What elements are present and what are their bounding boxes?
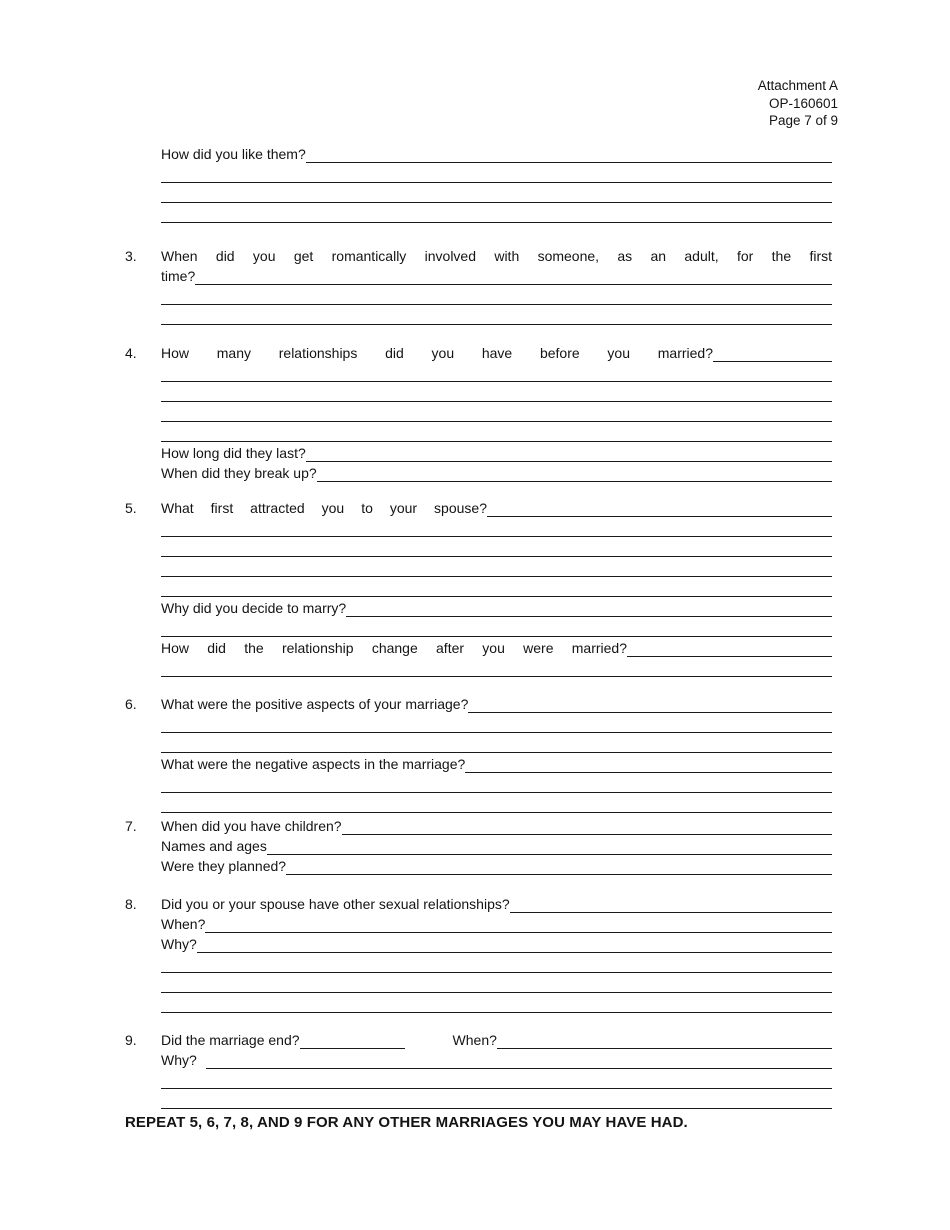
question-block <box>125 894 832 1014</box>
answer-blank-line <box>161 426 832 442</box>
blank-answer-row <box>161 1090 832 1110</box>
blank-answer-row <box>161 204 832 224</box>
question-block <box>125 343 832 483</box>
answer-blank-line <box>300 1033 405 1049</box>
answer-blank-line <box>161 386 832 402</box>
blank-answer-row <box>161 383 832 403</box>
form-row <box>161 836 832 856</box>
form-row <box>161 816 832 836</box>
answer-blank-line <box>161 541 832 557</box>
form-row <box>161 598 832 618</box>
question-rows <box>161 816 832 876</box>
answer-blank-line <box>161 187 832 203</box>
answer-blank-line <box>206 1053 832 1069</box>
answer-blank-line <box>161 661 832 677</box>
question-number: 9. <box>125 1032 137 1048</box>
blank-answer-row <box>161 954 832 974</box>
answer-blank-line <box>161 167 832 183</box>
form-row <box>161 1050 832 1070</box>
blank-gap <box>405 1034 453 1050</box>
form-row <box>161 463 832 483</box>
question-rows <box>161 144 832 224</box>
blank-answer-row <box>161 423 832 443</box>
question-rows <box>161 1030 832 1110</box>
blank-answer-row <box>161 658 832 678</box>
question-number: 5. <box>125 500 137 516</box>
header-form-number: OP-160601 <box>768 95 838 111</box>
question-text: When? <box>452 1032 497 1048</box>
question-text: When did they break up? <box>161 465 317 481</box>
header-page-number: Page 7 of 9 <box>768 113 838 128</box>
question-text: Did you or your spouse have other sexual relationships? <box>161 896 510 912</box>
answer-blank-line <box>487 501 832 517</box>
blank-answer-row <box>161 403 832 423</box>
question-text: What first attracted you to your spouse? <box>161 500 487 516</box>
question-rows <box>161 246 832 326</box>
answer-blank-line <box>161 777 832 793</box>
question-text: What were the positive aspects of your marriage? <box>161 696 469 712</box>
form-body <box>125 144 832 1133</box>
form-row <box>161 498 832 518</box>
question-block <box>125 246 832 326</box>
blank-answer-row <box>161 164 832 184</box>
form-row <box>161 894 832 914</box>
answer-blank-line <box>161 561 832 577</box>
answer-blank-line <box>346 601 832 617</box>
blank-gap <box>197 1054 206 1070</box>
header-attachment-label: Attachment A <box>757 78 838 93</box>
answer-blank-line <box>161 1073 832 1089</box>
question-number: 4. <box>125 345 137 361</box>
blank-answer-row <box>161 974 832 994</box>
answer-blank-line <box>195 269 832 285</box>
question-number: 3. <box>125 248 137 264</box>
page-header <box>758 77 838 130</box>
question-text: What were the negative aspects in the marriage? <box>161 756 466 772</box>
blank-answer-row <box>161 558 832 578</box>
blank-answer-row <box>161 184 832 204</box>
question-rows <box>161 894 832 1014</box>
answer-blank-line <box>161 717 832 733</box>
question-block <box>125 498 832 678</box>
question-text: How many relationships did you have before you married? <box>161 345 713 361</box>
form-row <box>161 638 832 658</box>
blank-answer-row <box>161 578 832 598</box>
form-row <box>161 754 832 774</box>
blank-answer-row <box>161 363 832 383</box>
question-text: Were they planned? <box>161 858 287 874</box>
blank-answer-row <box>161 794 832 814</box>
question-text: time? <box>161 268 196 284</box>
answer-blank-line <box>306 147 832 163</box>
repeat-instruction: REPEAT 5, 6, 7, 8, AND 9 FOR ANY OTHER MARRIAGES YOU MAY HAVE HAD. <box>125 1114 688 1131</box>
form-row <box>161 694 832 714</box>
answer-blank-line <box>161 289 832 305</box>
answer-blank-line <box>161 797 832 813</box>
question-text: How did you like them? <box>161 146 306 162</box>
question-rows <box>161 343 832 483</box>
blank-answer-row <box>161 734 832 754</box>
answer-blank-line <box>161 977 832 993</box>
answer-blank-line <box>197 937 832 953</box>
question-text: Names and ages <box>161 838 267 854</box>
answer-blank-line <box>342 819 832 835</box>
answer-blank-line <box>497 1033 832 1049</box>
answer-blank-line <box>161 1093 832 1109</box>
blank-answer-row <box>161 538 832 558</box>
question-text: How did the relationship change after you were married? <box>161 640 627 656</box>
form-row <box>161 934 832 954</box>
blank-answer-row <box>161 518 832 538</box>
answer-blank-line <box>161 581 832 597</box>
answer-blank-line <box>306 446 832 462</box>
question-text: How long did they last? <box>161 445 306 461</box>
answer-blank-line <box>161 737 832 753</box>
question-block <box>125 694 832 814</box>
answer-blank-line <box>713 346 832 362</box>
blank-answer-row <box>161 618 832 638</box>
blank-answer-row <box>161 994 832 1014</box>
form-row <box>161 914 832 934</box>
blank-answer-row <box>161 714 832 734</box>
question-text: When did you get romantically involved with someone, as an adult, for the first <box>161 248 832 264</box>
form-row <box>161 144 832 164</box>
answer-blank-line <box>267 839 832 855</box>
blank-answer-row <box>161 306 832 326</box>
question-text: When? <box>161 916 206 932</box>
question-text: Did the marriage end? <box>161 1032 300 1048</box>
answer-blank-line <box>161 309 832 325</box>
form-row <box>161 246 832 266</box>
form-row <box>161 266 832 286</box>
answer-blank-line <box>161 207 832 223</box>
answer-blank-line <box>465 757 832 773</box>
blank-answer-row <box>161 286 832 306</box>
answer-blank-line <box>161 957 832 973</box>
answer-blank-line <box>286 859 832 875</box>
question-block <box>125 1030 832 1110</box>
question-text: Why? <box>161 1052 197 1068</box>
question-block <box>125 816 832 876</box>
question-rows <box>161 498 832 678</box>
answer-blank-line <box>510 897 832 913</box>
question-number: 6. <box>125 696 137 712</box>
answer-blank-line <box>205 917 832 933</box>
question-number: 7. <box>125 818 137 834</box>
question-rows <box>161 694 832 814</box>
blank-answer-row <box>161 774 832 794</box>
answer-blank-line <box>161 521 832 537</box>
form-row <box>161 1030 832 1050</box>
question-number <box>125 144 161 164</box>
answer-blank-line <box>627 641 832 657</box>
form-row <box>161 856 832 876</box>
form-row <box>161 343 832 363</box>
answer-blank-line <box>161 406 832 422</box>
question-block <box>125 144 832 224</box>
form-row <box>161 443 832 463</box>
question-text: When did you have children? <box>161 818 342 834</box>
answer-blank-line <box>317 466 832 482</box>
answer-blank-line <box>161 621 832 637</box>
question-text: Why did you decide to marry? <box>161 600 347 616</box>
answer-blank-line <box>161 997 832 1013</box>
question-number: 8. <box>125 896 137 912</box>
answer-blank-line <box>468 697 832 713</box>
answer-blank-line <box>161 366 832 382</box>
question-text: Why? <box>161 936 197 952</box>
blank-answer-row <box>161 1070 832 1090</box>
